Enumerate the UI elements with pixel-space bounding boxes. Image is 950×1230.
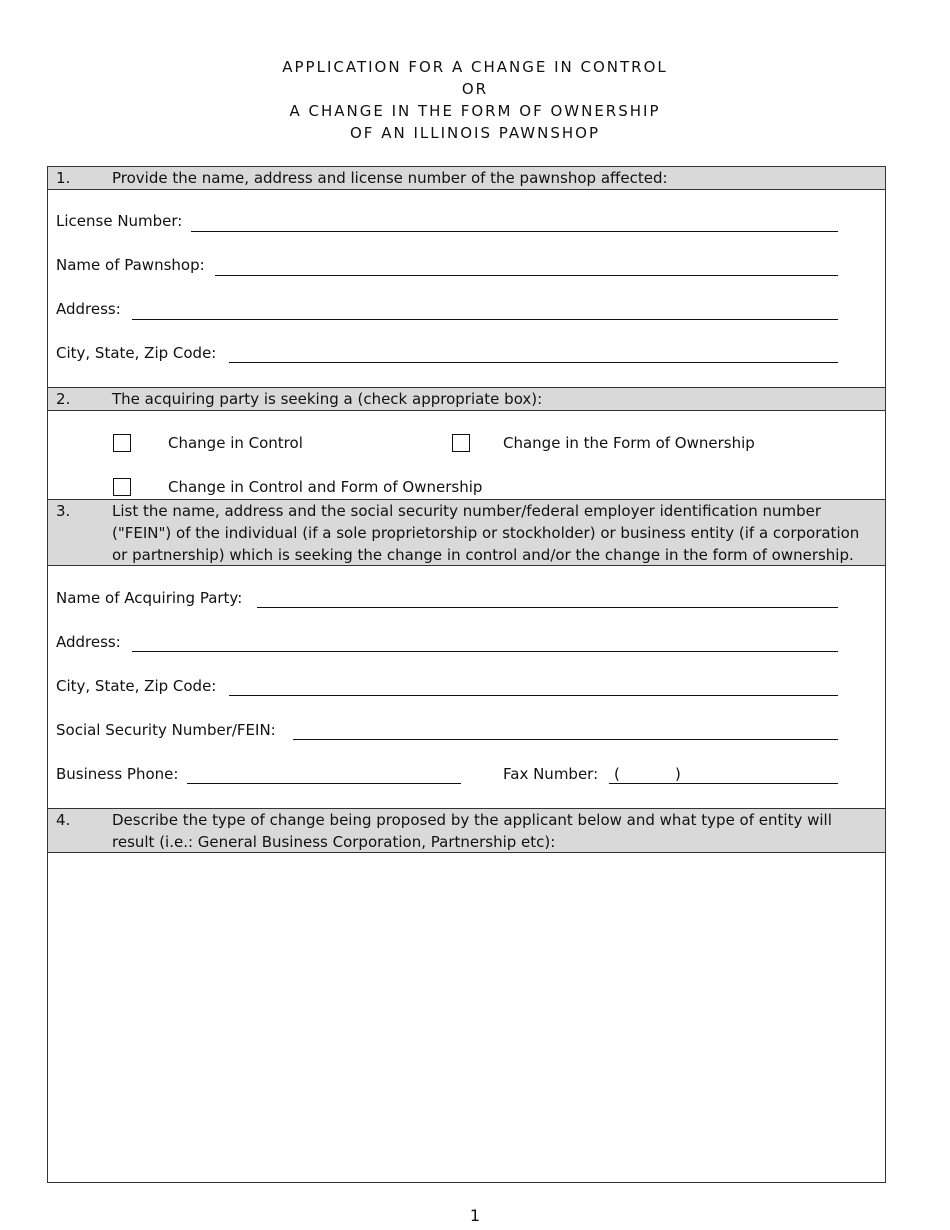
change-in-control-checkbox[interactable] — [113, 434, 131, 452]
ssn-fein-label: Social Security Number/FEIN: — [56, 721, 276, 739]
business-phone-field[interactable] — [187, 783, 461, 784]
title-line-1: APPLICATION FOR A CHANGE IN CONTROL — [282, 58, 668, 76]
form-frame — [47, 166, 886, 1183]
license-number-field[interactable] — [191, 231, 838, 232]
title-line-4: OF AN ILLINOIS PAWNSHOP — [350, 124, 600, 142]
change-in-form-checkbox[interactable] — [452, 434, 470, 452]
fax-area-open-paren: ( — [614, 765, 620, 783]
license-number-label: License Number: — [56, 212, 183, 230]
business-phone-label: Business Phone: — [56, 765, 179, 783]
fax-number-field[interactable] — [609, 783, 838, 784]
acquiring-party-name-label: Name of Acquiring Party: — [56, 589, 243, 607]
fax-area-close-paren: ) — [675, 765, 681, 783]
pawnshop-name-field[interactable] — [215, 275, 838, 276]
acquiring-party-address-label: Address: — [56, 633, 121, 651]
section-3-heading: List the name, address and the social security number/federal employer identification number ("FEIN") of the individual (if a sole proprietorship or stockholder) or business entity (if a corporation or partnership) which is seeking the change in control and/or the change in the form of ownership. — [112, 502, 860, 564]
section-3-number: 3. — [56, 502, 71, 520]
acquiring-party-city-field[interactable] — [229, 695, 838, 696]
change-in-control-label: Change in Control — [168, 434, 303, 452]
acquiring-party-name-field[interactable] — [257, 607, 838, 608]
title-line-3: A CHANGE IN THE FORM OF OWNERSHIP — [289, 102, 661, 120]
acquiring-party-address-field[interactable] — [132, 651, 838, 652]
pawnshop-address-field[interactable] — [132, 319, 838, 320]
section-4-heading: Describe the type of change being proposed by the applicant below and what type of entity will result (i.e.: General Business Corporation, Partnership etc): — [112, 811, 832, 851]
pawnshop-address-label: Address: — [56, 300, 121, 318]
ssn-fein-field[interactable] — [293, 739, 838, 740]
pawnshop-city-field[interactable] — [229, 362, 838, 363]
section-1-number: 1. — [56, 169, 71, 187]
acquiring-party-city-label: City, State, Zip Code: — [56, 677, 217, 695]
section-2-number: 2. — [56, 390, 71, 408]
section-2-heading: The acquiring party is seeking a (check appropriate box): — [112, 390, 543, 408]
section-1-heading: Provide the name, address and license number of the pawnshop affected: — [112, 169, 668, 187]
section-1-header — [48, 167, 885, 190]
pawnshop-name-label: Name of Pawnshop: — [56, 256, 205, 274]
document-title — [0, 56, 950, 144]
change-in-both-label: Change in Control and Form of Ownership — [168, 478, 483, 496]
section-4-header — [48, 808, 885, 853]
title-line-2: OR — [461, 80, 489, 98]
change-in-form-label: Change in the Form of Ownership — [503, 434, 755, 452]
section-2-header — [48, 387, 885, 411]
section-4-number: 4. — [56, 811, 71, 829]
page-number: 1 — [469, 1206, 481, 1225]
change-description-area[interactable] — [48, 853, 885, 1182]
change-in-both-checkbox[interactable] — [113, 478, 131, 496]
section-3-header — [48, 499, 885, 566]
fax-number-label: Fax Number: — [503, 765, 599, 783]
pawnshop-city-label: City, State, Zip Code: — [56, 344, 217, 362]
